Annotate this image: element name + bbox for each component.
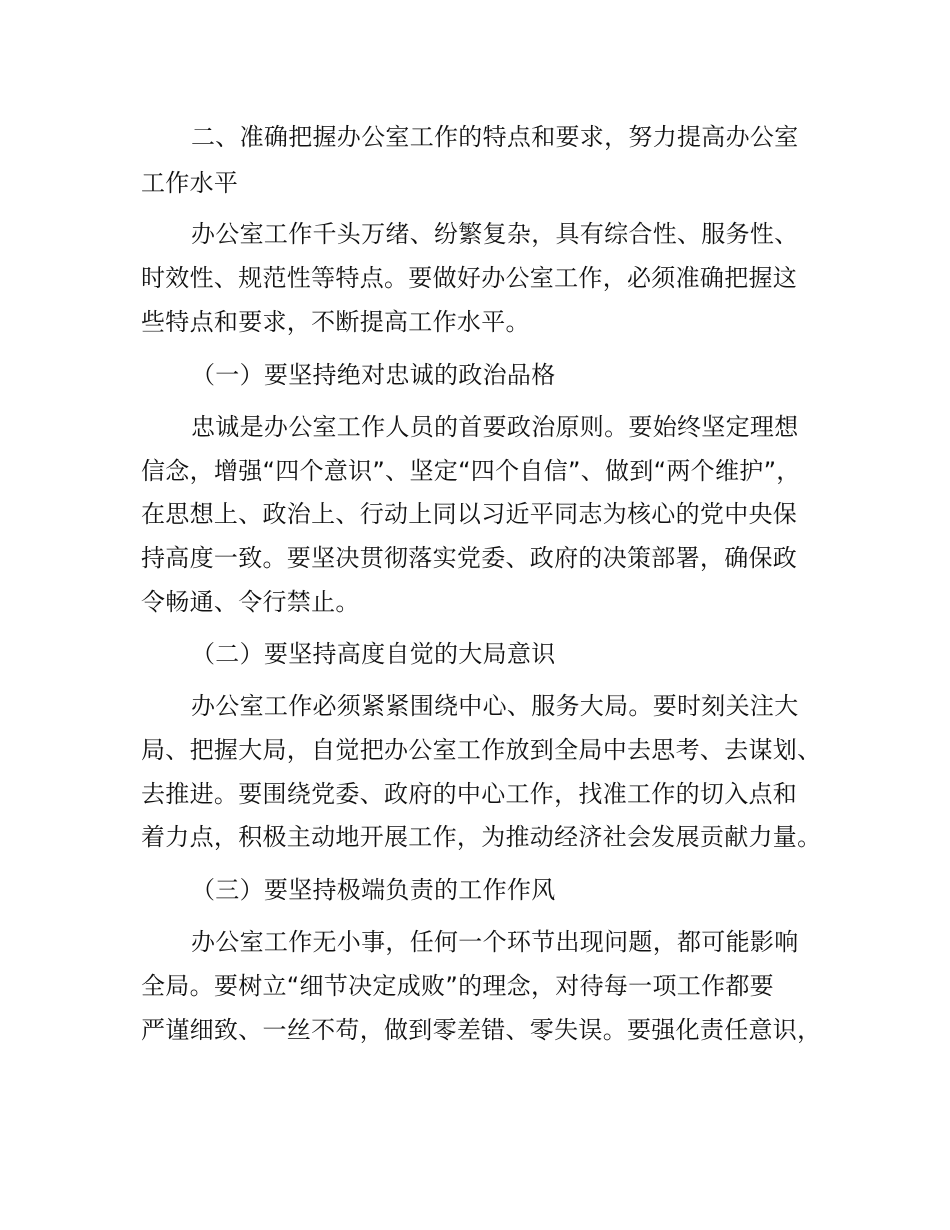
intro-paragraph-line-3: 些特点和要求，不断提高工作水平。 bbox=[141, 308, 530, 336]
paragraph-2-line-2: 局、把握大局，自觉把办公室工作放到全局中去思考、去谋划、 bbox=[141, 736, 822, 764]
intro-paragraph-line-2: 时效性、规范性等特点。要做好办公室工作，必须准确把握这 bbox=[141, 264, 798, 292]
paragraph-1-line-1: 忠诚是办公室工作人员的首要政治原则。要始终坚定理想 bbox=[191, 413, 799, 441]
paragraph-3-line-3: 严谨细致、一丝不苟，做到零差错、零失误。要强化责任意识， bbox=[141, 1016, 822, 1044]
subheading-1: （一）要坚持绝对忠诚的政治品格 bbox=[191, 361, 556, 389]
paragraph-1-line-2: 信念，增强“四个意识”、坚定“四个自信”、做到“两个维护”， bbox=[141, 457, 801, 485]
paragraph-1-line-5: 令畅通、令行禁止。 bbox=[141, 588, 360, 616]
subheading-3: （三）要坚持极端负责的工作作风 bbox=[191, 876, 556, 904]
section-heading-line-1: 二、准确把握办公室工作的特点和要求，努力提高办公室 bbox=[191, 123, 799, 151]
section-heading-line-2: 工作水平 bbox=[141, 169, 239, 197]
paragraph-2-line-3: 去推进。要围绕党委、政府的中心工作，找准工作的切入点和 bbox=[141, 780, 798, 808]
paragraph-3-line-2: 全局。要树立“细节决定成败”的理念，对待每一项工作都要 bbox=[141, 972, 774, 1000]
paragraph-2-line-1: 办公室工作必须紧紧围绕中心、服务大局。要时刻关注大 bbox=[191, 692, 799, 720]
paragraph-1-line-4: 持高度一致。要坚决贯彻落实党委、政府的决策部署，确保政 bbox=[141, 544, 798, 572]
paragraph-2-line-4: 着力点，积极主动地开展工作，为推动经济社会发展贡献力量。 bbox=[141, 823, 822, 851]
subheading-2: （二）要坚持高度自觉的大局意识 bbox=[191, 640, 556, 668]
intro-paragraph-line-1: 办公室工作千头万绪、纷繁复杂，具有综合性、服务性、 bbox=[191, 220, 799, 248]
paragraph-1-line-3: 在思想上、政治上、行动上同以习近平同志为核心的党中央保 bbox=[141, 500, 798, 528]
paragraph-3-line-1: 办公室工作无小事，任何一个环节出现问题，都可能影响 bbox=[191, 928, 799, 956]
